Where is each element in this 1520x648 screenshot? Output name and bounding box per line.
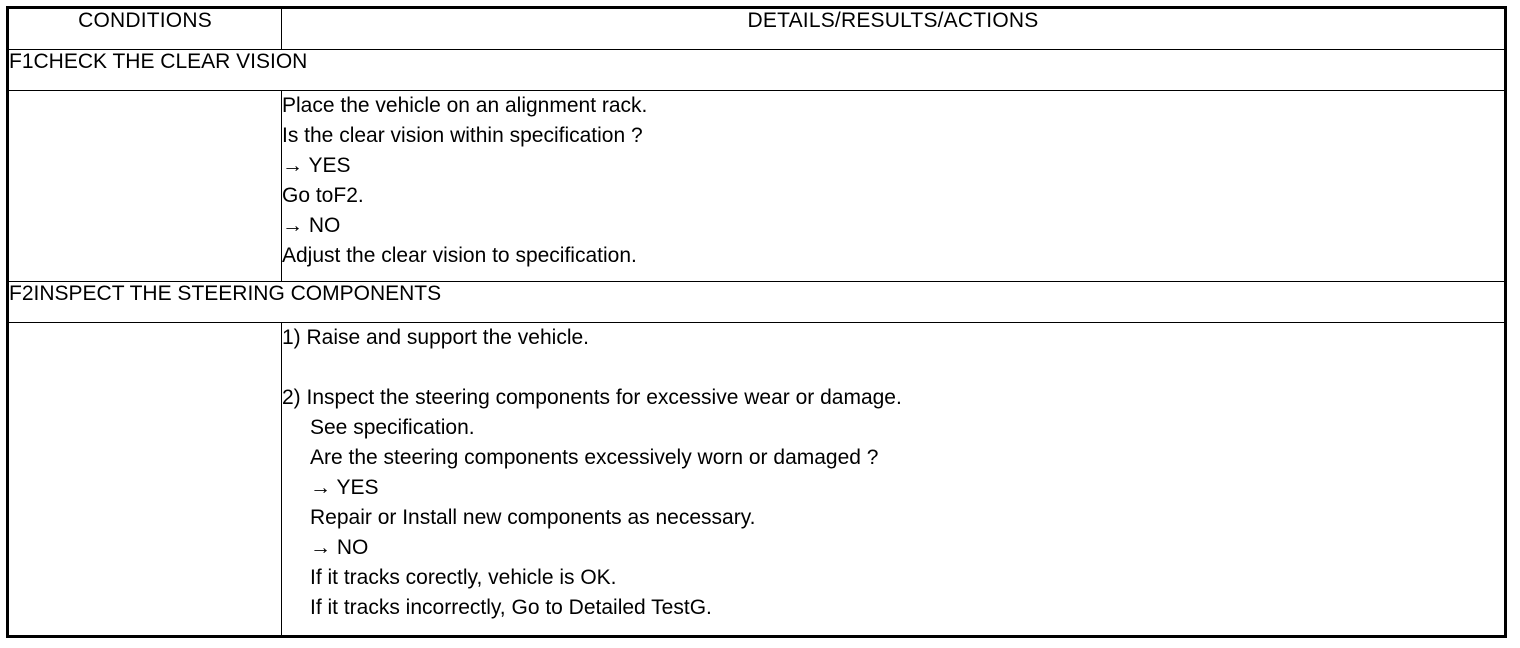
- step-f1-no: → NO: [282, 214, 341, 237]
- step-f1-line: Adjust the clear vision to specification.: [282, 244, 637, 267]
- step-f2-conditions-cell: [8, 323, 282, 637]
- step-f1-title: F1CHECK THE CLEAR VISION: [8, 50, 1506, 91]
- diagnostic-table: [6, 6, 1507, 638]
- step-f1-line: Go toF2.: [282, 184, 364, 207]
- details-header: DETAILS/RESULTS/ACTIONS: [282, 8, 1506, 50]
- step-f2-no: → NO: [310, 536, 369, 559]
- step-f1-line: Is the clear vision within specification ?: [282, 124, 643, 147]
- step-f1-line: Place the vehicle on an alignment rack.: [282, 94, 648, 117]
- step-f2-title: F2INSPECT THE STEERING COMPONENTS: [8, 282, 1506, 323]
- step-f2-details-cell: [282, 323, 1506, 637]
- step-f2-line: If it tracks incorrectly, Go to Detailed TestG.: [310, 596, 712, 619]
- step-f2-yes: → YES: [310, 476, 379, 499]
- step-f2-line: Repair or Install new components as necessary.: [310, 506, 756, 529]
- step-f2-line: If it tracks corectly, vehicle is OK.: [310, 566, 617, 589]
- step-f2-item-2: 2) Inspect the steering components for excessive wear or damage.: [282, 386, 902, 409]
- step-f1-row: [8, 91, 1506, 282]
- step-f1-conditions-cell: [8, 91, 282, 282]
- step-title-row: [8, 50, 1506, 91]
- step-title-row: [8, 282, 1506, 323]
- conditions-header: CONDITIONS: [8, 8, 282, 50]
- step-f2-line: See specification.: [310, 416, 475, 439]
- table-header-row: [8, 8, 1506, 50]
- step-f1-details-cell: [282, 91, 1506, 282]
- step-f2-item-1: 1) Raise and support the vehicle.: [282, 326, 590, 349]
- step-f1-yes: → YES: [282, 154, 351, 177]
- step-f2-line: Are the steering components excessively worn or damaged ?: [310, 446, 879, 469]
- spacer: [282, 353, 1504, 383]
- step-f2-row: [8, 323, 1506, 637]
